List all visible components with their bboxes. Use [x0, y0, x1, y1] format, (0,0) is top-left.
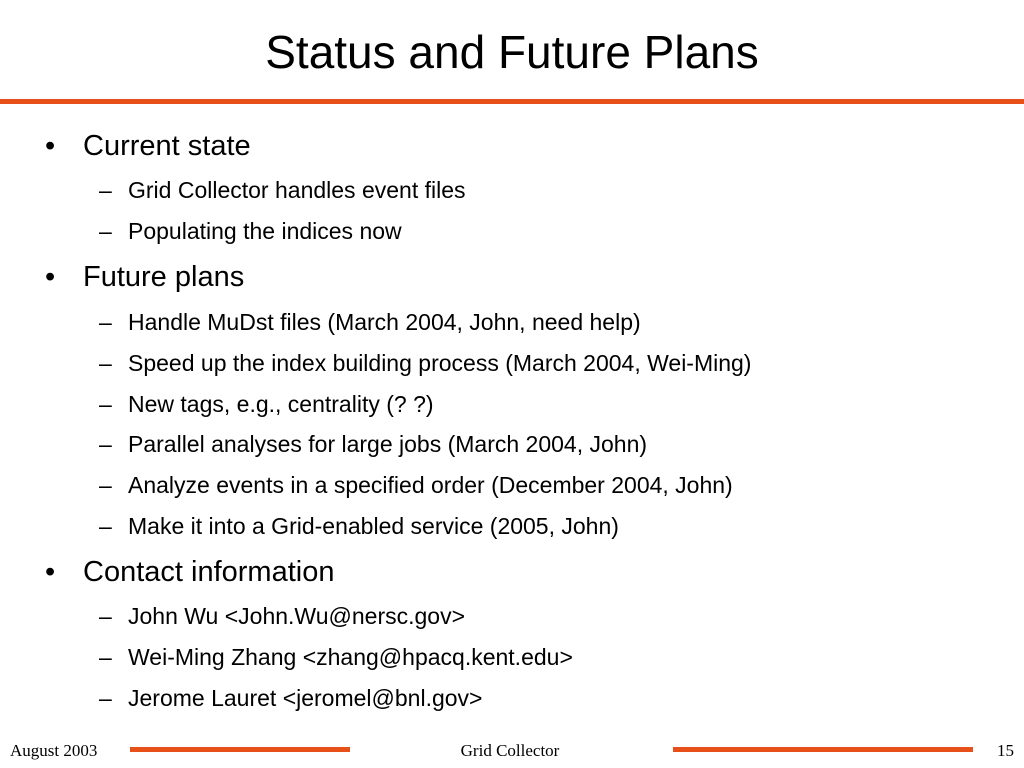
sub-item-text: Parallel analyses for large jobs (March 2004, John) [128, 431, 648, 457]
sub-item [99, 307, 641, 337]
sub-dash: – [99, 309, 112, 335]
sub-item [99, 348, 752, 378]
sub-item [99, 470, 733, 500]
sub-item-text: Handle MuDst files (March 2004, John, need help) [128, 309, 641, 335]
sub-item-text: Wei-Ming Zhang <zhang@hpacq.kent.edu> [128, 644, 573, 670]
footer-date: August 2003 [10, 741, 98, 760]
footer-center-title: Grid Collector [460, 741, 560, 760]
sub-dash: – [99, 603, 112, 629]
sub-dash: – [99, 350, 112, 376]
bullet-current-state [45, 128, 251, 164]
footer-page-number: 15 [997, 741, 1014, 760]
sub-item [99, 175, 466, 205]
sub-item-text: Analyze events in a specified order (December 2004, John) [128, 472, 733, 498]
sub-item [99, 642, 573, 672]
sub-dash: – [99, 472, 112, 498]
sub-item-text: Speed up the index building process (March 2004, Wei-Ming) [128, 350, 752, 376]
sub-dash: – [99, 218, 112, 244]
sub-item [99, 511, 619, 541]
title-underline [0, 99, 1024, 104]
bullet-label: Current state [83, 130, 251, 162]
sub-dash: – [99, 177, 112, 203]
sub-item-text: John Wu <John.Wu@nersc.gov> [128, 603, 466, 629]
sub-item-text: Grid Collector handles event files [128, 177, 466, 203]
bullet-label: Future plans [83, 261, 245, 293]
sub-item [99, 216, 402, 246]
sub-item [99, 429, 648, 459]
sub-dash: – [99, 685, 112, 711]
sub-item [99, 601, 466, 631]
bullet-dot: • [45, 130, 56, 162]
bullet-dot: • [45, 556, 56, 588]
sub-item-text: Jerome Lauret <jeromel@bnl.gov> [128, 685, 483, 711]
sub-item-text: New tags, e.g., centrality (? ?) [128, 391, 434, 417]
sub-dash: – [99, 431, 112, 457]
footer-rule-right [673, 747, 973, 752]
sub-dash: – [99, 391, 112, 417]
sub-dash: – [99, 513, 112, 539]
sub-dash: – [99, 644, 112, 670]
slide-title: Status and Future Plans [265, 26, 759, 78]
bullet-future-plans [45, 259, 245, 295]
bullet-label: Contact information [83, 556, 335, 588]
sub-item-text: Populating the indices now [128, 218, 402, 244]
sub-item [99, 389, 434, 419]
sub-item [99, 683, 483, 713]
sub-item-text: Make it into a Grid-enabled service (2005, John) [128, 513, 619, 539]
bullet-contact-information [45, 554, 335, 590]
bullet-dot: • [45, 261, 56, 293]
footer-rule-left [130, 747, 350, 752]
